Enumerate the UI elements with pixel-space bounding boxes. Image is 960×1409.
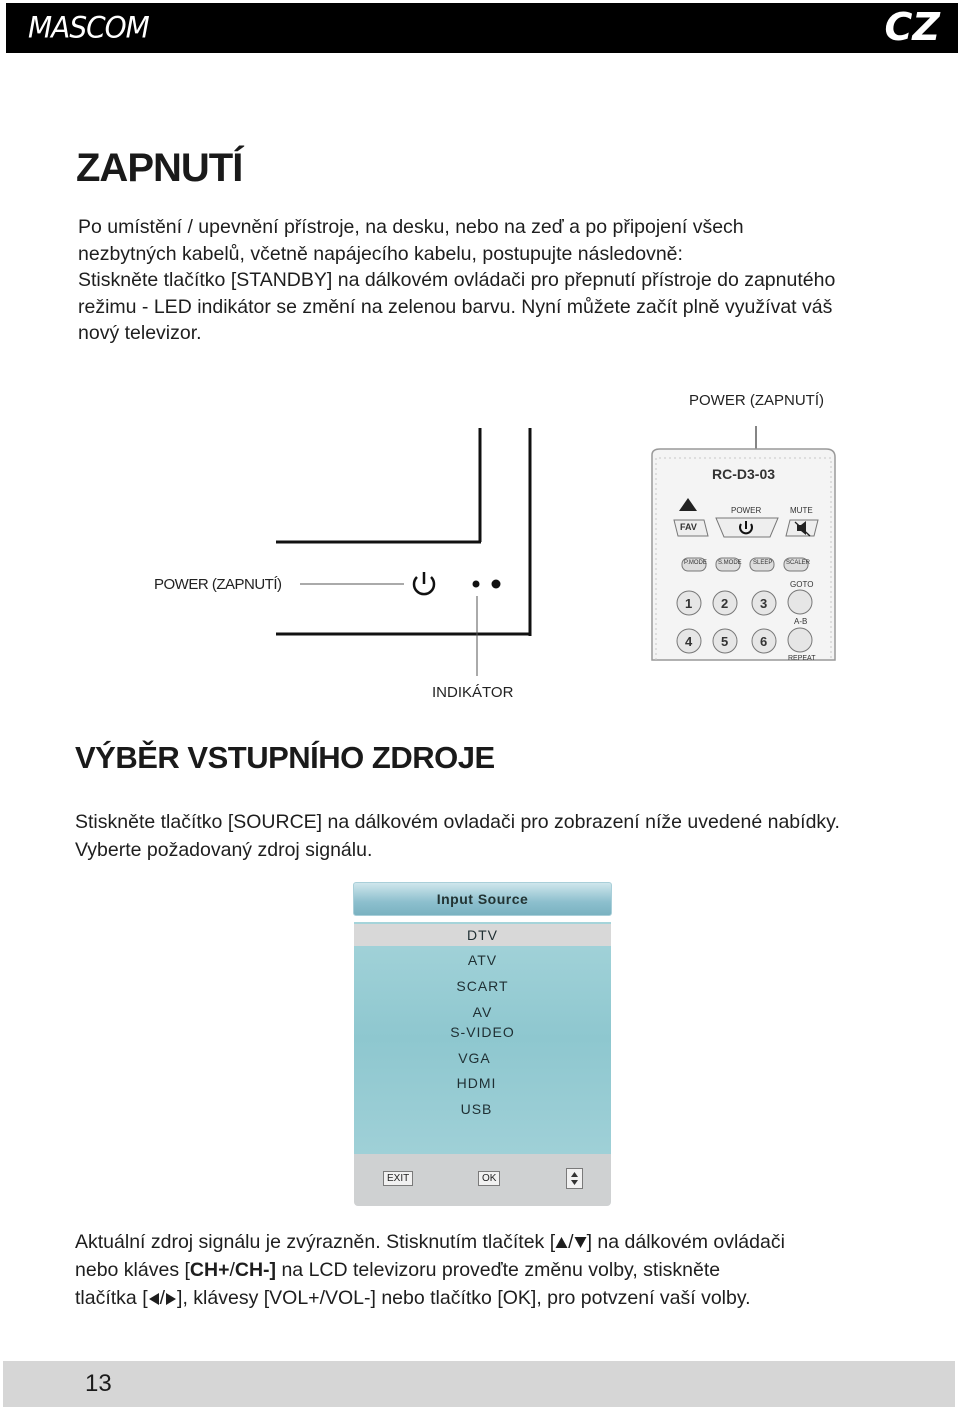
intro-line: režimu - LED indikátor se změní na zelenou barvu. Nyní můžete začít plně využívat váš xyxy=(78,295,833,318)
input-source-instructions xyxy=(75,808,935,864)
up-arrow-icon xyxy=(555,1236,568,1249)
selection-instructions xyxy=(75,1228,935,1312)
menu-item-atv[interactable]: ATV xyxy=(467,952,498,968)
key-6: 6 xyxy=(760,634,768,649)
sub-line: Stiskněte tlačítko [SOURCE] na dálkovém ovladači pro zobrazení níže uvedené nabídky. xyxy=(75,811,840,833)
power-illustration xyxy=(0,380,960,710)
ok-button[interactable]: OK xyxy=(478,1171,500,1186)
key-3: 3 xyxy=(760,596,768,611)
key-4: 4 xyxy=(685,634,693,649)
indicator-led xyxy=(492,580,501,589)
left-arrow-icon xyxy=(148,1292,160,1306)
menu-list xyxy=(354,922,611,1154)
menu-footer xyxy=(354,1154,611,1206)
sub-line: Vyberte požadovaný zdroj signálu. xyxy=(75,839,373,861)
mute-label: MUTE xyxy=(790,506,813,515)
power-diagram xyxy=(0,380,960,710)
menu-item-usb[interactable]: USB xyxy=(460,1101,493,1117)
sleep-label: SLEEP xyxy=(753,560,773,566)
remote-power-caption: POWER xyxy=(731,506,762,515)
right-arrow-icon xyxy=(165,1292,177,1306)
menu-title: Input Source xyxy=(353,882,612,916)
remote-power-label: POWER (ZAPNUTÍ) xyxy=(689,392,824,409)
header-bar xyxy=(6,3,958,53)
intro-line: Po umístění / upevnění přístroje, na desku, nebo na zeď a po připojení všech xyxy=(78,216,744,238)
repeat-label: REPEAT xyxy=(788,655,816,662)
down-arrow-icon xyxy=(574,1236,587,1249)
ab-label: A-B xyxy=(794,617,808,626)
intro-line: nový televizor. xyxy=(78,322,202,344)
exit-button[interactable]: EXIT xyxy=(383,1171,413,1186)
key-1: 1 xyxy=(685,596,693,611)
intro-line: nezbytných kabelů, včetně napájecího kabelu, postupujte následovně: xyxy=(78,242,683,265)
language-code: CZ xyxy=(884,5,940,49)
menu-item-vga[interactable]: VGA xyxy=(458,1050,491,1066)
menu-item-hdmi[interactable]: HDMI xyxy=(456,1075,497,1091)
tv-power-label: POWER (ZAPNUTÍ) xyxy=(154,576,282,593)
section-title-power-on: ZAPNUTÍ xyxy=(76,146,243,190)
indicator-label: INDIKÁTOR xyxy=(432,684,514,701)
brand-logo: MASCOM xyxy=(28,10,149,45)
input-source-menu xyxy=(353,882,612,1206)
indicator-led-small xyxy=(473,581,480,588)
intro-line: Stiskněte tlačítko [STANDBY] na dálkovém ovládači pro přepnutí přístroje do zapnutého xyxy=(78,269,836,291)
key-2: 2 xyxy=(721,596,729,611)
section-title-input-source: VÝBĚR VSTUPNÍHO ZDROJE xyxy=(75,740,495,775)
goto-label: GOTO xyxy=(790,580,814,589)
scaler-label: SCALER xyxy=(786,560,811,566)
footer-bar xyxy=(3,1361,955,1407)
smode-label: S.MODE xyxy=(718,560,742,566)
up-down-arrows-icon[interactable] xyxy=(566,1168,583,1189)
remote-model: RC-D3-03 xyxy=(712,466,776,482)
menu-item-dtv[interactable]: DTV xyxy=(354,924,611,946)
menu-item-av[interactable]: AV xyxy=(472,1004,493,1020)
outro-line-3: tlačítka [ / ], klávesy [VOL+/VOL-] nebo tlačítko [OK], pro potvzení vaší volby. xyxy=(75,1287,751,1309)
page-number: 13 xyxy=(85,1370,112,1397)
tv-power-icon xyxy=(414,572,434,594)
outro-line-1: Aktuální zdroj signálu je zvýrazněn. Stisknutím tlačítek [ / ] na dálkovém ovládači xyxy=(75,1231,785,1253)
menu-item-svideo[interactable]: S-VIDEO xyxy=(450,1024,515,1040)
key-5: 5 xyxy=(721,634,729,649)
pmode-label: P.MODE xyxy=(684,560,707,566)
power-on-instructions xyxy=(78,214,918,347)
menu-item-scart[interactable]: SCART xyxy=(456,978,509,994)
fav-label: FAV xyxy=(680,522,697,532)
outro-line-2: nebo kláves [CH+/CH-] na LCD televizoru proveďte změnu volby, stiskněte xyxy=(75,1259,721,1281)
